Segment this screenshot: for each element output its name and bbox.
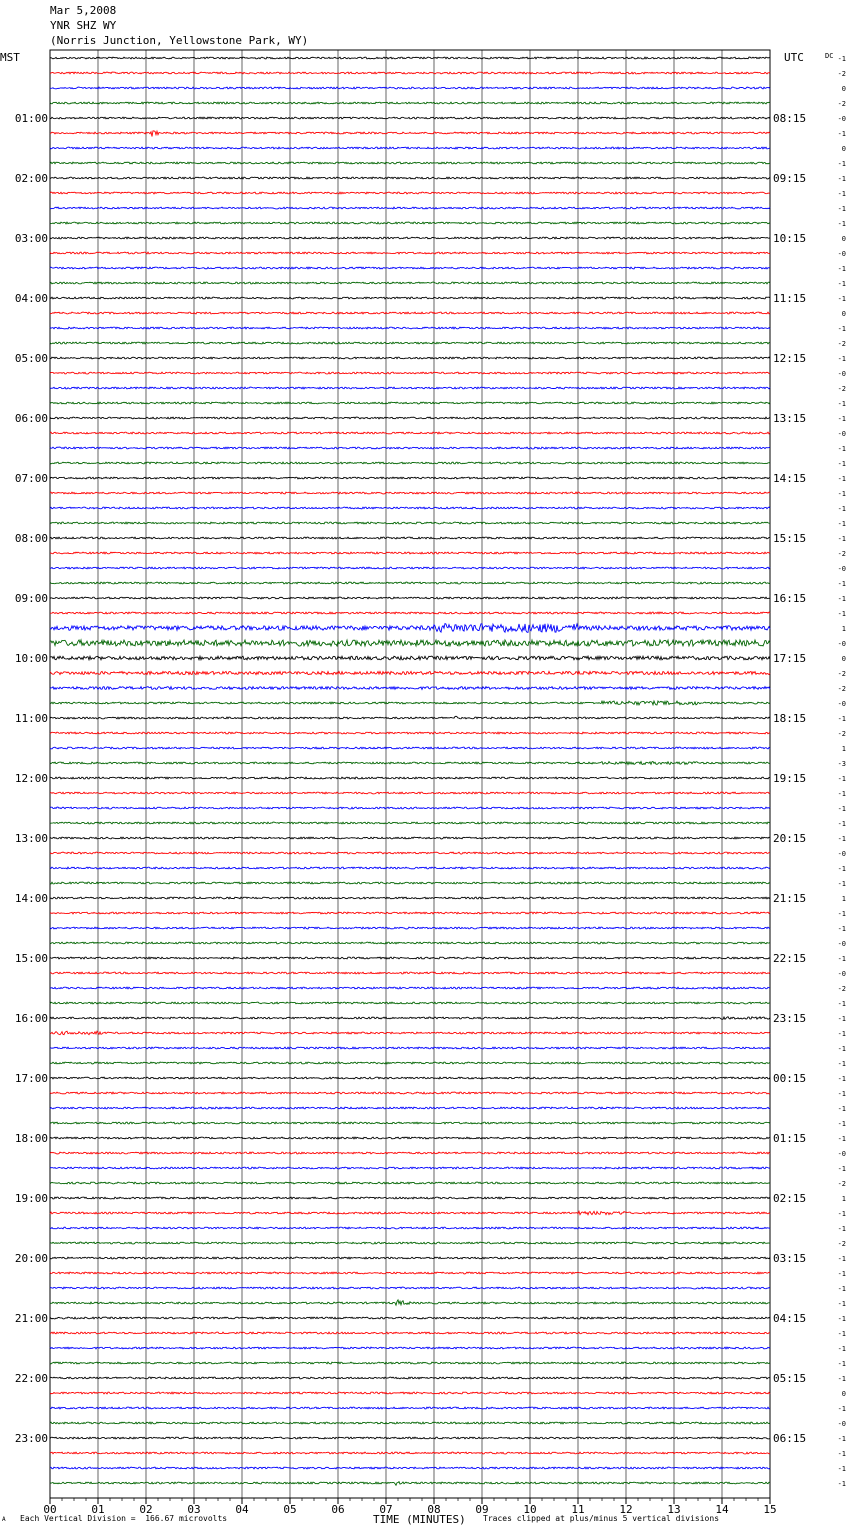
trace-line xyxy=(50,897,770,899)
dc-offset-label: -2 xyxy=(837,670,846,678)
mst-hour-label: 17:00 xyxy=(14,1072,48,1085)
dc-offset-label: -0 xyxy=(837,430,846,438)
dc-offset-label: -1 xyxy=(837,1285,846,1293)
trace-line xyxy=(50,822,770,824)
trace-line xyxy=(50,1092,770,1094)
trace-line xyxy=(50,732,770,734)
trace-line xyxy=(50,582,770,584)
trace-line xyxy=(50,1317,770,1319)
trace-line xyxy=(50,1211,770,1214)
label-layer xyxy=(15,55,846,1516)
mst-hour-label: 20:00 xyxy=(14,1252,48,1265)
mst-hour-label: 23:00 xyxy=(14,1432,48,1445)
dc-offset-label: -2 xyxy=(837,340,846,348)
trace-line xyxy=(50,131,770,137)
trace-line xyxy=(50,117,770,119)
trace-line xyxy=(50,957,770,959)
mst-hour-label: 04:00 xyxy=(14,292,48,305)
dc-offset-label: -1 xyxy=(837,1345,846,1353)
trace-line xyxy=(50,327,770,329)
dc-offset-label: -1 xyxy=(837,775,846,783)
dc-offset-label: -2 xyxy=(837,70,846,78)
trace-line xyxy=(50,1047,770,1049)
dc-offset-label: -1 xyxy=(837,460,846,468)
x-tick-label: 10 xyxy=(523,1503,537,1516)
trace-line xyxy=(50,147,770,149)
trace-line xyxy=(50,867,770,869)
dc-offset-label: -2 xyxy=(837,985,846,993)
dc-offset-label: -1 xyxy=(837,535,846,543)
dc-offset-label: -1 xyxy=(837,1255,846,1263)
dc-offset-label: -1 xyxy=(837,1435,846,1443)
x-tick-label: 04 xyxy=(235,1503,249,1516)
dc-offset-label: 0 xyxy=(841,1390,846,1398)
utc-hour-label: 03:15 xyxy=(773,1252,807,1265)
trace-line xyxy=(50,267,770,269)
dc-offset-label: 0 xyxy=(841,310,846,318)
dc-offset-label: -0 xyxy=(837,640,846,648)
trace-line xyxy=(50,1452,770,1454)
dc-offset-label: -1 xyxy=(837,445,846,453)
trace-line xyxy=(50,1152,770,1154)
trace-line xyxy=(50,162,770,164)
dc-offset-label: -1 xyxy=(837,790,846,798)
x-tick-label: 09 xyxy=(475,1503,489,1516)
mst-hour-label: 02:00 xyxy=(14,172,48,185)
trace-line xyxy=(50,1257,770,1259)
dc-offset-label: -0 xyxy=(837,1420,846,1428)
dc-offset-label: -1 xyxy=(837,580,846,588)
trace-line xyxy=(50,687,770,690)
dc-offset-label: -1 xyxy=(837,220,846,228)
x-tick-label: 13 xyxy=(667,1503,681,1516)
dc-offset-label: -0 xyxy=(837,1150,846,1158)
dc-offset-label: -1 xyxy=(837,160,846,168)
dc-offset-label: -1 xyxy=(837,1105,846,1113)
dc-offset-label: -1 xyxy=(837,1330,846,1338)
mst-hour-label: 03:00 xyxy=(14,232,48,245)
dc-offset-label: -1 xyxy=(837,490,846,498)
mst-hour-label: 07:00 xyxy=(14,472,48,485)
x-tick-label: 15 xyxy=(763,1503,777,1516)
trace-line xyxy=(50,671,770,674)
trace-line xyxy=(50,477,770,479)
utc-hour-label: 19:15 xyxy=(773,772,807,785)
trace-line xyxy=(50,701,770,705)
trace-line xyxy=(50,882,770,884)
dc-offset-label: -0 xyxy=(837,250,846,258)
trace-line xyxy=(50,492,770,494)
trace-line xyxy=(50,1197,770,1199)
trace-line xyxy=(50,747,770,749)
trace-line xyxy=(50,432,770,434)
trace-line xyxy=(50,1031,770,1035)
trace-line xyxy=(50,1377,770,1379)
dc-offset-label: 0 xyxy=(841,85,846,93)
utc-hour-label: 10:15 xyxy=(773,232,807,245)
dc-label: DC xyxy=(825,52,834,60)
utc-hour-label: 00:15 xyxy=(773,1072,807,1085)
trace-line xyxy=(50,762,770,765)
dc-offset-label: -1 xyxy=(837,910,846,918)
dc-offset-label: -1 xyxy=(837,265,846,273)
mst-hour-label: 21:00 xyxy=(14,1312,48,1325)
dc-offset-label: 0 xyxy=(841,145,846,153)
clip-note: Traces clipped at plus/minus 5 vertical divisions xyxy=(483,1514,720,1523)
dc-offset-label: -1 xyxy=(837,805,846,813)
mst-hour-label: 12:00 xyxy=(14,772,48,785)
mst-hour-label: 08:00 xyxy=(14,532,48,545)
trace-line xyxy=(50,612,770,614)
trace-line xyxy=(50,777,770,779)
dc-offset-label: -0 xyxy=(837,970,846,978)
trace-line xyxy=(50,1077,770,1079)
x-tick-label: 06 xyxy=(331,1503,345,1516)
trace-line xyxy=(50,1137,770,1139)
mst-axis-label: MST xyxy=(0,51,20,64)
utc-hour-label: 05:15 xyxy=(773,1372,807,1385)
dc-offset-label: -1 xyxy=(837,715,846,723)
chart-location: (Norris Junction, Yellowstone Park, WY) xyxy=(50,34,309,47)
dc-offset-label: -1 xyxy=(837,1075,846,1083)
dc-offset-label: -2 xyxy=(837,385,846,393)
utc-hour-label: 09:15 xyxy=(773,172,807,185)
x-tick-label: 02 xyxy=(139,1503,153,1516)
dc-offset-label: -1 xyxy=(837,1405,846,1413)
trace-line xyxy=(50,1002,770,1004)
trace-line xyxy=(50,552,770,554)
dc-offset-label: -0 xyxy=(837,115,846,123)
dc-offset-label: -2 xyxy=(837,730,846,738)
utc-hour-label: 01:15 xyxy=(773,1132,807,1145)
trace-line xyxy=(50,912,770,914)
mst-hour-label: 14:00 xyxy=(14,892,48,905)
utc-hour-label: 16:15 xyxy=(773,592,807,605)
dc-offset-label: 1 xyxy=(841,1195,846,1203)
trace-line xyxy=(50,1227,770,1229)
trace-line xyxy=(50,1332,770,1334)
dc-offset-label: -1 xyxy=(837,1360,846,1368)
dc-offset-label: -1 xyxy=(837,865,846,873)
utc-hour-label: 04:15 xyxy=(773,1312,807,1325)
dc-offset-label: 1 xyxy=(841,625,846,633)
dc-offset-label: -1 xyxy=(837,355,846,363)
mst-hour-label: 22:00 xyxy=(14,1372,48,1385)
dc-offset-label: -1 xyxy=(837,130,846,138)
scale-note: Each Vertical Division = 166.67 microvolts xyxy=(20,1514,228,1523)
dc-offset-label: -0 xyxy=(837,850,846,858)
utc-hour-label: 18:15 xyxy=(773,712,807,725)
trace-line xyxy=(50,372,770,374)
trace-line xyxy=(50,567,770,569)
trace-line xyxy=(50,507,770,509)
trace-line xyxy=(50,87,770,89)
x-tick-label: 08 xyxy=(427,1503,441,1516)
dc-offset-label: -1 xyxy=(837,820,846,828)
trace-line xyxy=(50,1437,770,1439)
dc-offset-label: -1 xyxy=(837,400,846,408)
dc-offset-label: -1 xyxy=(837,610,846,618)
dc-offset-label: -1 xyxy=(837,205,846,213)
dc-offset-label: -0 xyxy=(837,940,846,948)
dc-offset-label: -0 xyxy=(837,565,846,573)
trace-line xyxy=(50,387,770,389)
trace-line xyxy=(50,1300,770,1305)
utc-axis-label: UTC xyxy=(784,51,804,64)
dc-offset-label: 1 xyxy=(841,745,846,753)
trace-line xyxy=(50,1167,770,1169)
trace-line xyxy=(50,207,770,209)
utc-hour-label: 14:15 xyxy=(773,472,807,485)
trace-line xyxy=(50,312,770,314)
utc-hour-label: 17:15 xyxy=(773,652,807,665)
mst-hour-label: 19:00 xyxy=(14,1192,48,1205)
trace-line xyxy=(50,972,770,974)
utc-hour-label: 06:15 xyxy=(773,1432,807,1445)
x-tick-label: 03 xyxy=(187,1503,201,1516)
dc-offset-label: -1 xyxy=(837,1045,846,1053)
dc-offset-label: -2 xyxy=(837,685,846,693)
trace-line xyxy=(50,1362,770,1364)
dc-offset-label: -1 xyxy=(837,1120,846,1128)
trace-line xyxy=(50,252,770,254)
trace-line xyxy=(50,177,770,179)
dc-offset-label: -1 xyxy=(837,1135,846,1143)
dc-offset-label: -1 xyxy=(837,595,846,603)
dc-offset-label: -1 xyxy=(837,175,846,183)
trace-line xyxy=(50,342,770,344)
trace-line xyxy=(50,447,770,449)
dc-offset-label: -1 xyxy=(837,190,846,198)
x-tick-label: 14 xyxy=(715,1503,729,1516)
chart-station: YNR SHZ WY xyxy=(50,19,117,32)
dc-offset-label: -1 xyxy=(837,880,846,888)
x-tick-label: 07 xyxy=(379,1503,393,1516)
trace-line xyxy=(50,1122,770,1124)
trace-line xyxy=(50,624,770,633)
trace-line xyxy=(50,1407,770,1409)
dc-offset-label: -0 xyxy=(837,370,846,378)
trace-line xyxy=(50,1182,770,1184)
trace-line xyxy=(50,462,770,464)
dc-offset-label: -1 xyxy=(837,835,846,843)
utc-hour-label: 23:15 xyxy=(773,1012,807,1025)
mst-hour-label: 06:00 xyxy=(14,412,48,425)
trace-line xyxy=(50,942,770,944)
dc-offset-label: -1 xyxy=(837,1450,846,1458)
trace-line xyxy=(50,1107,770,1109)
mst-hour-label: 09:00 xyxy=(14,592,48,605)
trace-line xyxy=(50,1392,770,1394)
dc-offset-label: -1 xyxy=(837,1000,846,1008)
trace-line xyxy=(50,417,770,419)
trace-line xyxy=(50,537,770,539)
dc-offset-label: -1 xyxy=(837,505,846,513)
trace-line xyxy=(50,57,770,59)
dc-offset-label: -1 xyxy=(837,1030,846,1038)
trace-line xyxy=(50,1272,770,1274)
trace-line xyxy=(50,987,770,989)
trace-line xyxy=(50,522,770,524)
dc-offset-label: -2 xyxy=(837,1180,846,1188)
dc-offset-label: -1 xyxy=(837,1060,846,1068)
trace-line xyxy=(50,807,770,809)
trace-line xyxy=(50,237,770,239)
trace-line xyxy=(50,297,770,299)
trace-layer xyxy=(50,57,770,1485)
trace-line xyxy=(50,792,770,794)
mst-hour-label: 13:00 xyxy=(14,832,48,845)
trace-line xyxy=(50,640,770,646)
dc-offset-label: -1 xyxy=(837,1090,846,1098)
trace-line xyxy=(50,1287,770,1289)
trace-line xyxy=(50,1242,770,1244)
trace-line xyxy=(50,1467,770,1469)
trace-line xyxy=(50,402,770,404)
mst-hour-label: 11:00 xyxy=(14,712,48,725)
trace-line xyxy=(50,1347,770,1349)
dc-offset-label: -2 xyxy=(837,1240,846,1248)
utc-hour-label: 11:15 xyxy=(773,292,807,305)
dc-offset-label: -1 xyxy=(837,1165,846,1173)
plot-frame xyxy=(50,50,770,1498)
mst-hour-label: 05:00 xyxy=(14,352,48,365)
dc-offset-label: -1 xyxy=(837,1300,846,1308)
dc-offset-label: -1 xyxy=(837,1225,846,1233)
trace-line xyxy=(50,102,770,104)
utc-hour-label: 08:15 xyxy=(773,112,807,125)
trace-line xyxy=(50,282,770,284)
trace-line xyxy=(50,852,770,854)
dc-offset-label: -2 xyxy=(837,100,846,108)
x-tick-label: 01 xyxy=(91,1503,105,1516)
trace-line xyxy=(50,597,770,599)
mst-hour-label: 15:00 xyxy=(14,952,48,965)
x-tick-label: 11 xyxy=(571,1503,585,1516)
dc-offset-label: -1 xyxy=(837,1210,846,1218)
utc-hour-label: 20:15 xyxy=(773,832,807,845)
x-tick-label: 00 xyxy=(43,1503,57,1516)
dc-offset-label: -1 xyxy=(837,955,846,963)
trace-line xyxy=(50,72,770,74)
utc-hour-label: 22:15 xyxy=(773,952,807,965)
dc-offset-label: 0 xyxy=(841,655,846,663)
utc-hour-label: 15:15 xyxy=(773,532,807,545)
utc-hour-label: 12:15 xyxy=(773,352,807,365)
dc-offset-label: -1 xyxy=(837,1315,846,1323)
trace-line xyxy=(50,1422,770,1424)
dc-offset-label: -1 xyxy=(837,1480,846,1488)
dc-offset-label: 1 xyxy=(841,895,846,903)
trace-line xyxy=(50,927,770,929)
dc-offset-label: -3 xyxy=(837,760,846,768)
chart-date: Mar 5,2008 xyxy=(50,4,117,17)
dc-offset-label: -1 xyxy=(837,295,846,303)
trace-line xyxy=(50,656,770,660)
mst-hour-label: 16:00 xyxy=(14,1012,48,1025)
trace-line xyxy=(50,1062,770,1064)
trace-line xyxy=(50,1482,770,1486)
dc-offset-label: -1 xyxy=(837,325,846,333)
trace-line xyxy=(50,1017,770,1020)
utc-hour-label: 13:15 xyxy=(773,412,807,425)
dc-offset-label: -1 xyxy=(837,1465,846,1473)
trace-line xyxy=(50,357,770,359)
dc-offset-label: -1 xyxy=(837,55,846,63)
x-tick-label: 12 xyxy=(619,1503,633,1516)
dc-offset-label: -1 xyxy=(837,1015,846,1023)
x-tick-label: 05 xyxy=(283,1503,297,1516)
mst-hour-label: 10:00 xyxy=(14,652,48,665)
utc-hour-label: 21:15 xyxy=(773,892,807,905)
dc-offset-label: -2 xyxy=(837,550,846,558)
corner-mark: A xyxy=(2,1516,6,1523)
dc-offset-label: -1 xyxy=(837,925,846,933)
dc-offset-label: -1 xyxy=(837,520,846,528)
dc-offset-label: 0 xyxy=(841,235,846,243)
mst-hour-label: 18:00 xyxy=(14,1132,48,1145)
utc-hour-label: 02:15 xyxy=(773,1192,807,1205)
dc-offset-label: -1 xyxy=(837,1375,846,1383)
mst-hour-label: 01:00 xyxy=(14,112,48,125)
dc-offset-label: -1 xyxy=(837,415,846,423)
dc-offset-label: -1 xyxy=(837,1270,846,1278)
trace-line xyxy=(50,837,770,839)
trace-line xyxy=(50,192,770,194)
x-axis-title: TIME (MINUTES) xyxy=(373,1513,466,1526)
dc-offset-label: -1 xyxy=(837,475,846,483)
dc-offset-label: -1 xyxy=(837,280,846,288)
trace-line xyxy=(50,716,770,719)
dc-offset-label: -0 xyxy=(837,700,846,708)
trace-line xyxy=(50,222,770,224)
